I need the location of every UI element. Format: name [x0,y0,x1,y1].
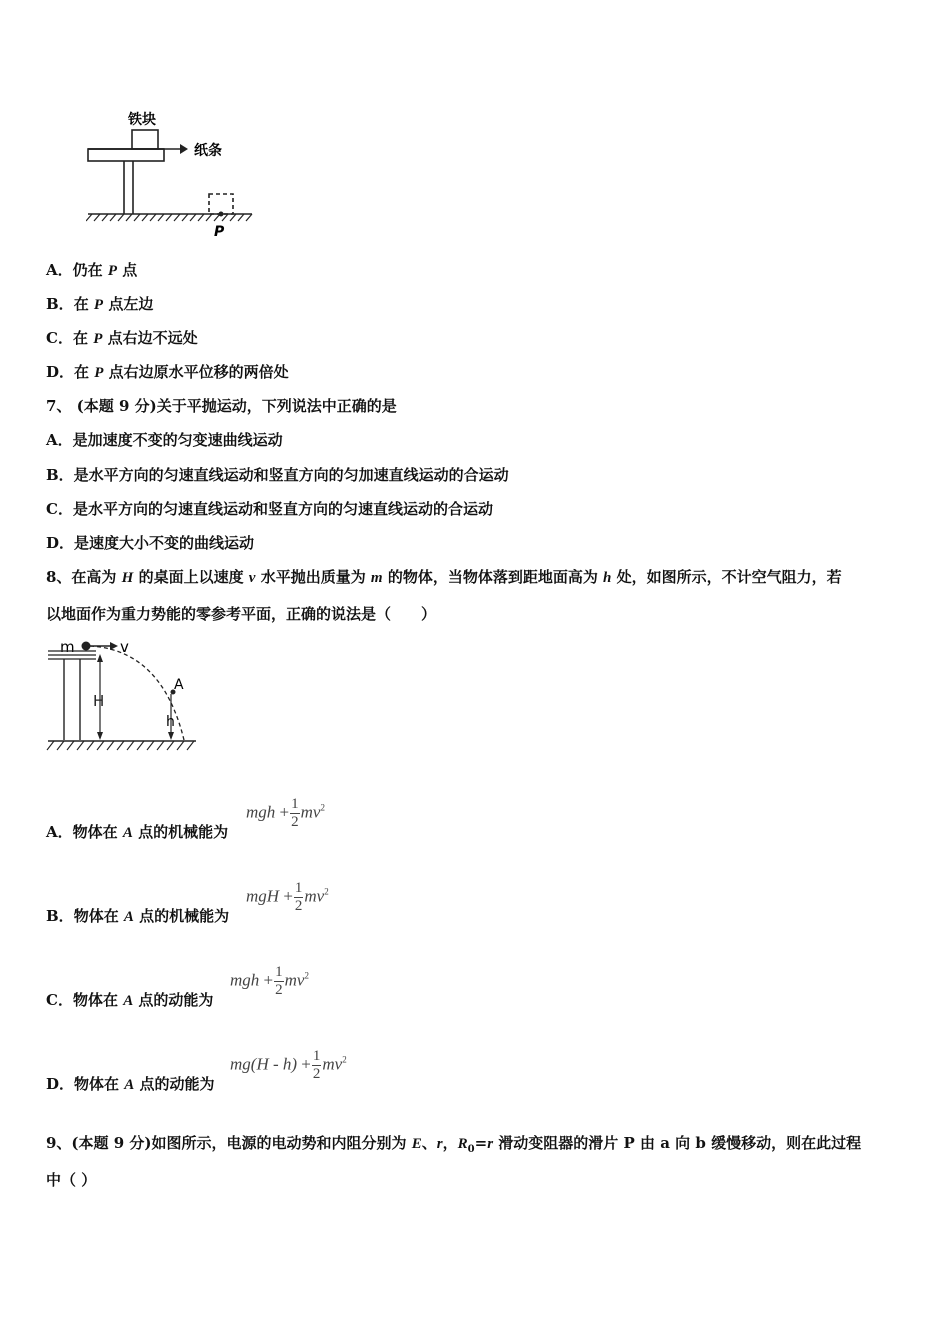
ground-hatching [86,214,252,221]
iron-block-figure [86,108,266,240]
q7-option-a[interactable]: A．是加速度不变的匀变速曲线运动 [46,431,283,449]
figure2-small-height-label: h [166,714,175,730]
point-p-dot [219,212,224,217]
q6-option-a[interactable]: A．仍在 P 点 [46,261,138,279]
q8-stem-line1: 8、在高为 H 的桌面上以速度 v 水平抛出质量为 m 的物体，当物体落到距地面高为 h 处，如图所示，不计空气阻力，若 [46,568,842,586]
q7-option-b[interactable]: B．是水平方向的匀速直线运动和竖直方向的匀加速直线运动的合运动 [46,466,509,484]
figure2-mass-label: m [60,638,75,656]
figure2-point-a-label: A [174,677,184,693]
q7-option-d[interactable]: D．是速度大小不变的曲线运动 [46,534,255,552]
q9-stem-line1: 9、(本题 9 分)如图所示，电源的电动势和内阻分别为 E、r，$R_0=r$ 滑动变阻器的滑片 P 由 a 向 b 缓慢移动，则在此过程 [46,1134,862,1155]
figure1-point-label: P [214,224,225,240]
height-h-arrow-down [97,732,103,740]
height-small-h-arrow-down [168,732,174,740]
q8-option-b-formula: mgH + $\frac{1}{2}$ $mv^2$ [246,880,329,914]
projectile-figure [44,636,204,760]
q7-option-c[interactable]: C．是水平方向的匀速直线运动和竖直方向的匀速直线运动的合运动 [46,500,493,518]
table-top [88,149,164,161]
figure2-velocity-label: v [120,638,129,656]
q8-option-a[interactable]: A．物体在 A 点的机械能为 [46,823,229,841]
pull-arrow [180,144,188,154]
q8-option-d[interactable]: D．物体在 A 点的动能为 [46,1075,215,1093]
figure2-height-label: H [93,692,105,710]
q6-option-d[interactable]: D．在 P 点右边原水平位移的两倍处 [46,363,289,381]
q8-option-a-formula: mgh + $\frac{1}{2}$ $mv^2$ [246,796,325,830]
q9-stem-line2: 中（ ） [46,1171,97,1189]
q8-stem-line2: 以地面作为重力势能的零参考平面，正确的说法是（ ） [46,605,437,623]
ground-hatching [47,741,194,750]
q8-option-d-formula: mg(H - h) + $\frac{1}{2}$ $mv^2$ [230,1048,347,1082]
q6-option-c[interactable]: C．在 P 点右边不远处 [46,329,198,347]
q8-option-c-formula: mgh + $\frac{1}{2}$ $mv^2$ [230,964,309,998]
q8-option-b[interactable]: B．物体在 A 点的机械能为 [46,907,230,925]
q8-option-c[interactable]: C．物体在 A 点的动能为 [46,991,214,1009]
figure1-block-label: 铁块 [128,112,156,128]
q6-option-b[interactable]: B．在 P 点左边 [46,295,154,313]
q7-stem: 7、 (本题 9 分)关于平抛运动，下列说法中正确的是 [46,397,397,415]
iron-block [132,130,158,149]
figure1-paper-label: 纸条 [194,143,222,159]
height-h-arrow-up [97,654,103,662]
landing-position-dashed [209,194,233,214]
